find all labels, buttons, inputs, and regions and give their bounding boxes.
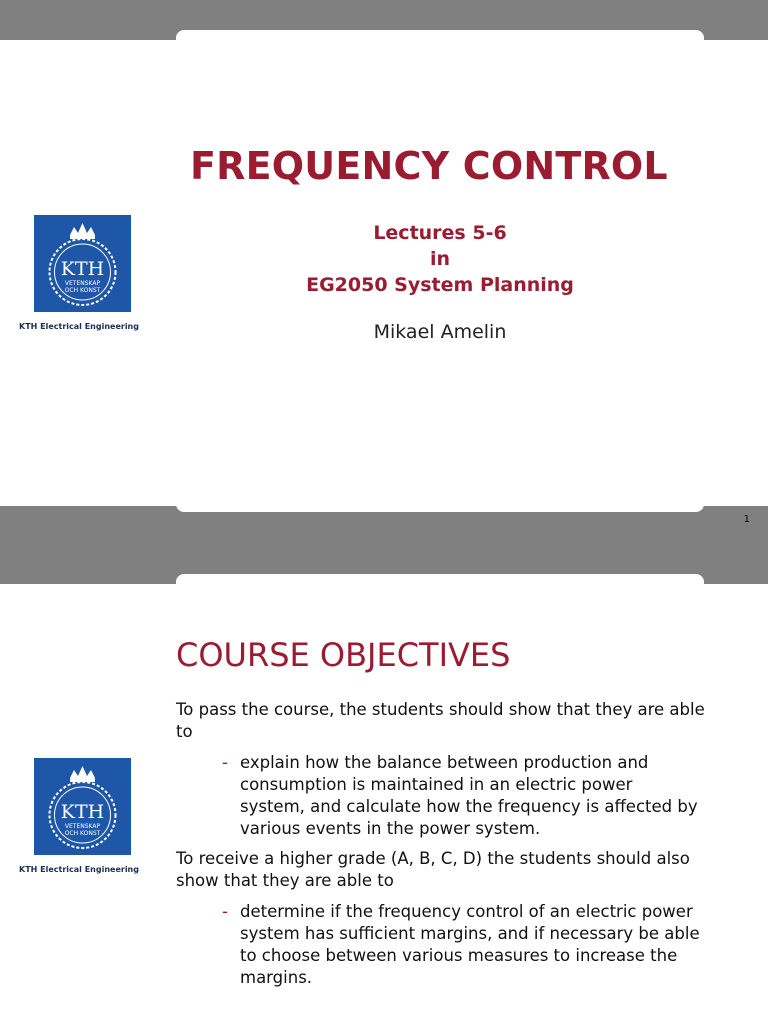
logo-motto-1: VETENSKAP xyxy=(64,823,101,830)
slide-title: FREQUENCY CONTROL xyxy=(190,144,668,188)
page-number: 1 xyxy=(743,514,750,525)
slide1-tab xyxy=(176,30,704,60)
intro-paragraph: To pass the course, the students should show that they are able to xyxy=(176,700,705,741)
bullet-item xyxy=(222,752,702,840)
section-heading: COURSE OBJECTIVES xyxy=(176,636,511,674)
bullet-dash: - xyxy=(222,902,228,921)
bullet-text: explain how the balance between production and consumption is maintained in an electric power system, and calculate how the frequency is affected by various events in the power system. xyxy=(240,753,698,838)
logo-motto-2: OCH KONST xyxy=(64,287,101,294)
logo-caption: KTH Electrical Engineering xyxy=(19,322,139,331)
subtitle-line-2: in xyxy=(429,248,451,270)
bullet-text: determine if the frequency control of an electric power system has sufficient margins, and if necessary be able to choose between various measures to increase the margins. xyxy=(240,902,700,987)
slide1-bottom-tab xyxy=(176,490,704,512)
subtitle-line-3: EG2050 System Planning xyxy=(306,274,574,296)
slide2-tab xyxy=(176,574,704,604)
bullet-dash: - xyxy=(222,753,228,772)
logo-text: KTH xyxy=(60,258,105,280)
kth-logo xyxy=(34,215,131,312)
subtitle-line-1: Lectures 5-6 xyxy=(373,222,507,244)
logo-motto-2: OCH KONST xyxy=(64,830,101,837)
higher-grade-paragraph: To receive a higher grade (A, B, C, D) the students should also show that they are able to xyxy=(176,849,690,890)
logo-caption: KTH Electrical Engineering xyxy=(19,865,139,874)
logo-motto-1: VETENSKAP xyxy=(64,280,101,287)
slide-separator-band xyxy=(0,506,768,584)
bullet-item xyxy=(222,901,702,989)
author-name: Mikael Amelin xyxy=(373,321,507,343)
logo-text: KTH xyxy=(60,801,105,823)
kth-logo xyxy=(34,758,131,855)
